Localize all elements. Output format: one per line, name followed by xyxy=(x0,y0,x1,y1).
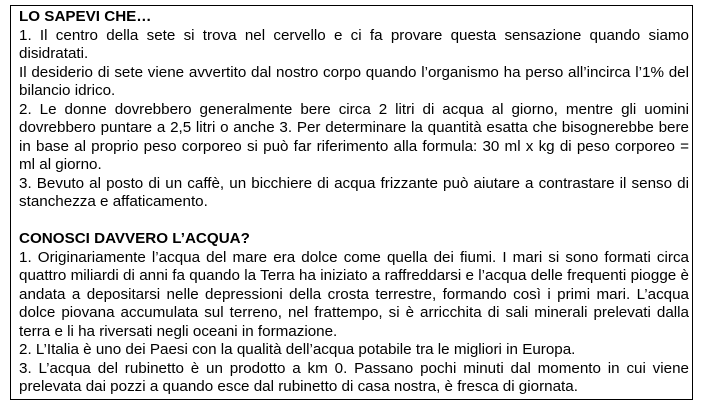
paragraph: Il desiderio di sete viene avvertito dal nostro corpo quando l’organismo ha perso all’incirca l’1% del bilancio idrico. xyxy=(19,63,689,99)
section-heading-lo-sapevi: LO SAPEVI CHE… xyxy=(19,8,152,25)
section-heading-conosci: CONOSCI DAVVERO L’ACQUA? xyxy=(19,230,250,247)
paragraph: 3. Bevuto al posto di un caffè, un bicchiere di acqua frizzante può aiutare a contrastare il senso di stanchezza e affaticamento. xyxy=(19,174,689,210)
paragraph: 2. L’Italia è uno dei Paesi con la qualità dell’acqua potabile tra le migliori in Europa. xyxy=(19,341,576,358)
paragraph: 2. Le donne dovrebbero generalmente bere circa 2 litri di acqua al giorno, mentre gli uomini dovrebbero puntare a 2,5 litri o anche 3. Per determinare la quantità esatta che bisognerebbe bere in base al proprio peso corporeo si può far riferimento alla formula: 30 ml x kg di peso corporeo = ml al giorno. xyxy=(19,100,689,173)
info-content xyxy=(19,8,689,397)
info-box xyxy=(10,5,693,400)
paragraph: 1. Originariamente l’acqua del mare era dolce come quella dei fiumi. I mari si sono formati circa quattro miliardi di anni fa quando la Terra ha iniziato a raffreddarsi e l’acqua delle frequenti piogge è andata a depositarsi nelle depressioni della crosta terrestre, formando così i primi mari. L’acqua dolce piovana accumulata sul terreno, nel frattempo, si è arricchita di sali minerali prelevati dalla terra e li ha riversati negli oceani in formazione. xyxy=(19,248,689,340)
paragraph: 3. L’acqua del rubinetto è un prodotto a km 0. Passano pochi minuti dal momento in cui viene prelevata dai pozzi a quando esce dal rubinetto di casa nostra, è fresca di giornata. xyxy=(19,359,689,395)
section-spacer xyxy=(19,212,689,231)
paragraph: 1. Il centro della sete si trova nel cervello e ci fa provare questa sensazione quando siamo disidratati. xyxy=(19,26,689,62)
